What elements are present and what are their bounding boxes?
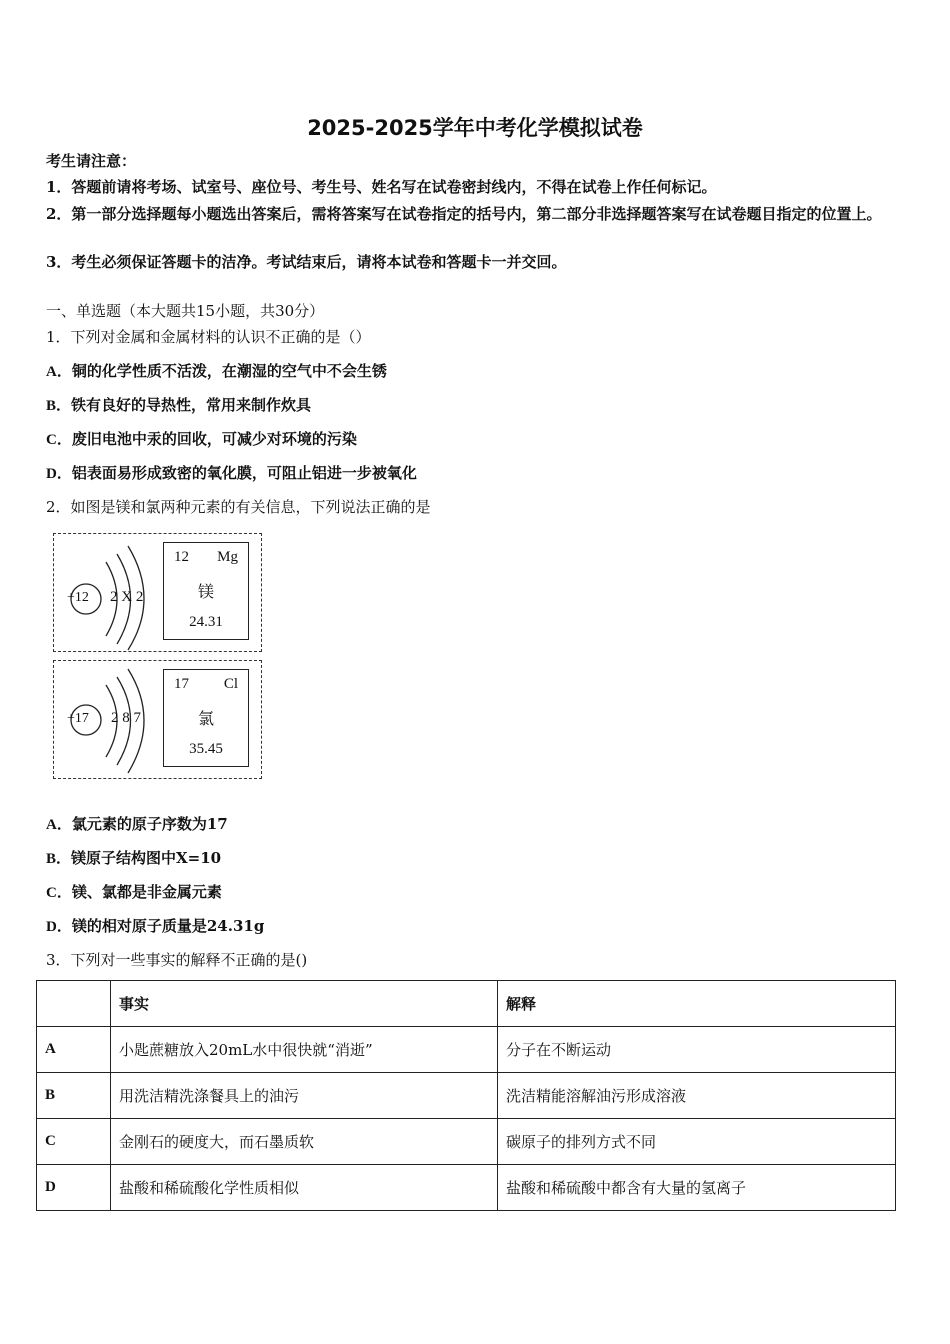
question-3-stem: 3．下列对一些事实的解释不正确的是() <box>46 951 308 969</box>
q1-option-d: D．铝表面易形成致密的氧化膜，可阻止铝进一步被氧化 <box>46 464 417 482</box>
row-letter: D <box>37 1165 111 1211</box>
row-explain: 洗洁精能溶解油污形成溶液 <box>498 1073 896 1119</box>
facts-table <box>36 980 896 1211</box>
notice-item-2: 2．第一部分选择题每小题选出答案后，需将答案写在试卷指定的括号内，第二部分非选择题答案写在试卷题目指定的位置上。 <box>46 205 882 223</box>
row-fact: 用洗洁精洗涤餐具上的油污 <box>111 1073 498 1119</box>
mg-symbol: Mg <box>217 549 238 565</box>
row-explain: 分子在不断运动 <box>498 1027 896 1073</box>
row-fact: 小匙蔗糖放入20mL水中很快就“消逝” <box>111 1027 498 1073</box>
q1-option-c: C．废旧电池中汞的回收，可减少对环境的污染 <box>46 430 357 448</box>
question-1-stem: 1．下列对金属和金属材料的认识不正确的是（） <box>46 328 371 346</box>
table-row <box>37 1165 896 1211</box>
cl-atomic-number: 17 <box>174 676 189 692</box>
chlorine-diagram <box>53 660 262 779</box>
cl-shell-electrons: 2 8 7 <box>111 710 141 726</box>
mg-atomic-mass: 24.31 <box>189 614 223 630</box>
row-explain: 碳原子的排列方式不同 <box>498 1119 896 1165</box>
row-letter: C <box>37 1119 111 1165</box>
notice-heading: 考生请注意： <box>46 152 137 170</box>
section-heading: 一、单选题（本大题共15小题，共30分） <box>46 302 325 320</box>
row-fact: 盐酸和稀硫酸化学性质相似 <box>111 1165 498 1211</box>
cl-element-card <box>163 669 249 767</box>
mg-element-card <box>163 542 249 640</box>
row-fact: 金刚石的硬度大，而石墨质软 <box>111 1119 498 1165</box>
mg-shell-electrons: 2 X 2 <box>110 589 144 605</box>
cl-name: 氯 <box>197 709 214 728</box>
magnesium-diagram <box>53 533 262 652</box>
q2-option-d: D．镁的相对原子质量是24.31g <box>46 917 265 935</box>
q1-option-a: A．铜的化学性质不活泼，在潮湿的空气中不会生锈 <box>46 362 387 380</box>
notice-item-1: 1．答题前请将考场、试室号、座位号、考生号、姓名写在试卷密封线内，不得在试卷上作任何标记。 <box>46 178 717 196</box>
table-row <box>37 1073 896 1119</box>
q2-option-a: A．氯元素的原子序数为17 <box>46 815 228 833</box>
question-2-stem: 2．如图是镁和氯两种元素的有关信息，下列说法正确的是 <box>46 498 431 516</box>
q2-option-c: C．镁、氯都是非金属元素 <box>46 883 222 901</box>
table-row <box>37 1027 896 1073</box>
row-letter: A <box>37 1027 111 1073</box>
mg-nucleus-charge: +12 <box>67 590 89 605</box>
cl-symbol: Cl <box>223 676 238 692</box>
table-header-row <box>37 981 896 1027</box>
page-title: 2025-2025学年中考化学模拟试卷 <box>307 116 643 140</box>
mg-name: 镁 <box>197 582 214 601</box>
mg-atomic-number: 12 <box>174 549 189 565</box>
row-explain: 盐酸和稀硫酸中都含有大量的氢离子 <box>498 1165 896 1211</box>
table-header-blank <box>37 981 111 1027</box>
q2-option-b: B．镁原子结构图中X=10 <box>46 849 222 867</box>
cl-nucleus-charge: +17 <box>67 711 89 726</box>
table-header-fact: 事实 <box>111 981 498 1027</box>
row-letter: B <box>37 1073 111 1119</box>
cl-atomic-mass: 35.45 <box>189 741 223 757</box>
table-row <box>37 1119 896 1165</box>
table-header-explain: 解释 <box>498 981 896 1027</box>
notice-item-3: 3．考生必须保证答题卡的洁净。考试结束后，请将本试卷和答题卡一并交回。 <box>46 253 567 271</box>
q1-option-b: B．铁有良好的导热性，常用来制作炊具 <box>46 396 312 414</box>
